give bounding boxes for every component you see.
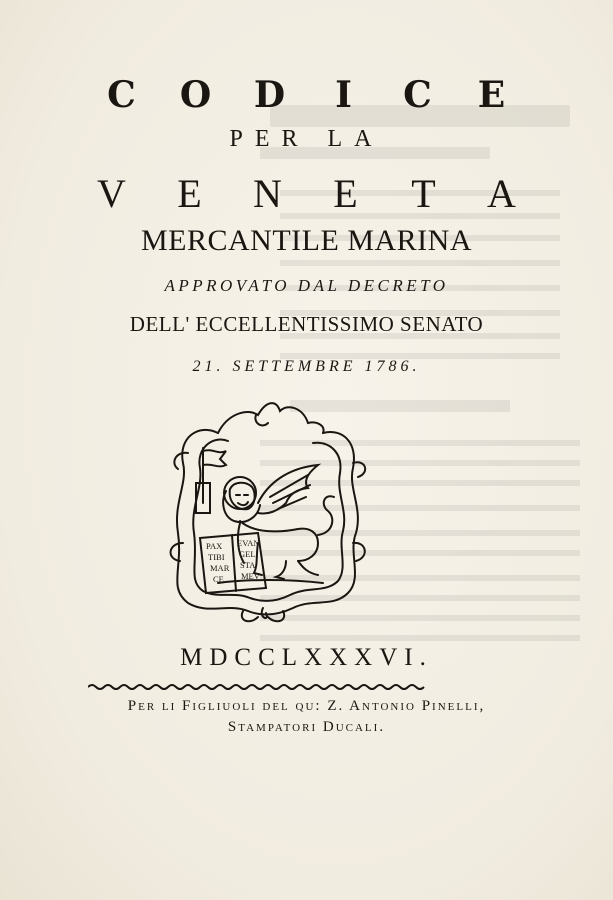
book-text: MEV [241, 571, 260, 581]
printer-line-2: Stampatori Ducali. [227, 719, 386, 735]
senate-line: DELL' ECCELLENTISSIMO SENATO [129, 312, 484, 336]
veneta-letter: E [333, 171, 358, 216]
title-veneta [0, 170, 613, 217]
book-text: STA [240, 560, 256, 570]
book-text: EVAN [237, 538, 260, 548]
veneta-letter: E [177, 171, 202, 216]
gothic-letter: C [107, 74, 136, 116]
approval-line: APPROVATO DAL DECRETO [164, 276, 449, 295]
veneta-letter: N [253, 171, 282, 216]
printer-line-1: Per li Figliuoli del qu: Z. Antonio Pinelli, [127, 698, 486, 714]
gothic-letter: E [477, 74, 506, 116]
subtitle-per-la: PER LA [229, 126, 384, 152]
book-text: MAR [210, 563, 230, 573]
gothic-letter: I [335, 74, 352, 116]
publication-year: MDCCLXXXVI. [180, 644, 433, 671]
gothic-letter: C [403, 74, 432, 116]
title-codice [0, 74, 613, 116]
veneta-letter: T [411, 171, 436, 216]
gothic-letter: O [179, 74, 212, 116]
veneta-letter: A [487, 171, 516, 216]
title-mercantile-marina: MERCANTILE MARINA [141, 224, 472, 257]
book-text: TIBI [208, 552, 225, 562]
book-text: GELI [239, 549, 259, 559]
lion-of-saint-mark-emblem [158, 393, 370, 625]
book-text: PAX [206, 541, 223, 551]
gothic-letter: D [253, 74, 286, 116]
decorative-rule [88, 683, 428, 691]
book-text: CE [213, 574, 224, 584]
decree-date: 21. SETTEMBRE 1786. [192, 358, 421, 375]
veneta-letter: V [97, 171, 126, 216]
